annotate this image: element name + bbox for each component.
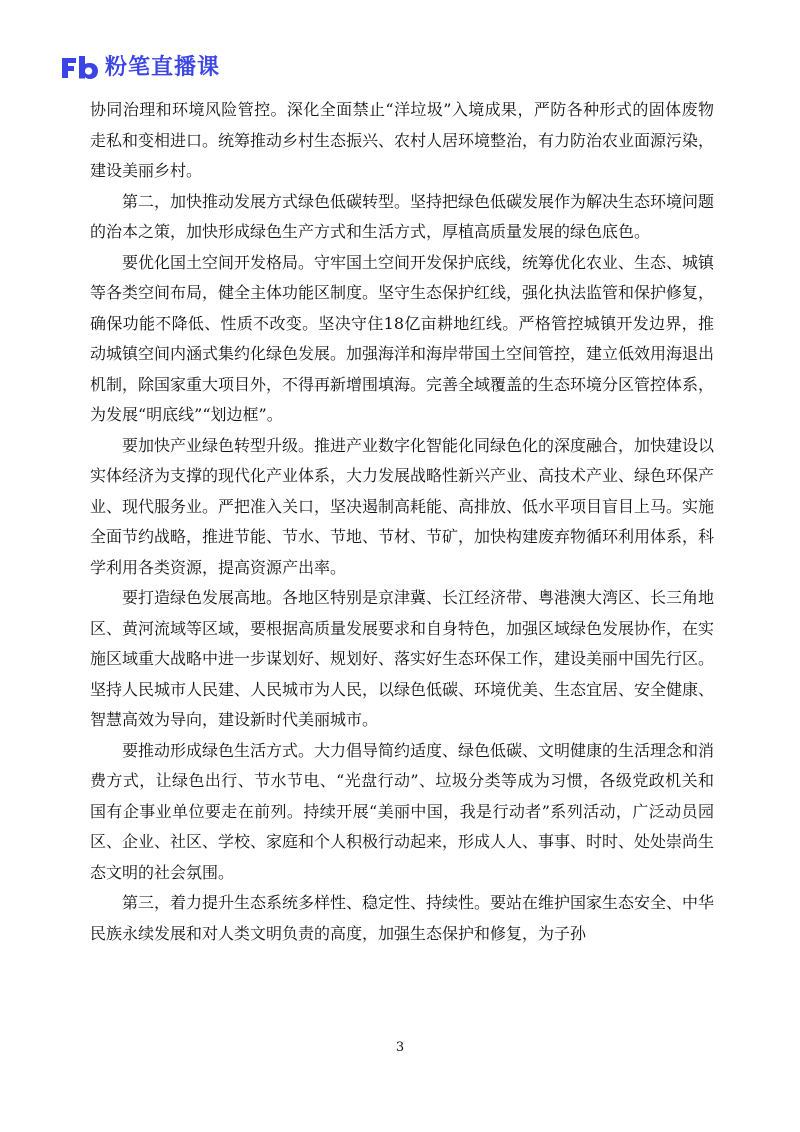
paragraph: 第二，加快推动发展方式绿色低碳转型。坚持把绿色低碳发展作为解决生态环境问题的治本之策，加快形成绿色生产方式和生活方式，厚植高质量发展的绿色底色。 xyxy=(90,191,715,241)
paragraph: 协同治理和环境风险管控。深化全面禁止“洋垃圾”入境成果，严防各种形式的固体废物走私和变相进口。统筹推动乡村生态振兴、农村人居环境整治，有力防治农业面源污染，建设美丽乡村。 xyxy=(90,100,715,180)
brand-header xyxy=(59,52,220,84)
paragraph: 要优化国土空间开发格局。守牢国土空间开发保护底线，统筹优化农业、生态、城镇等各类空间布局，健全主体功能区制度。坚守生态保护红线，强化执法监管和保护修复，确保功能不降低、性质不改变。坚决守住18亿亩耕地红线。严格管控城镇开发边界，推动城镇空间内涵式集约化绿色发展。加强海洋和海岸带国土空间管控，建立低效用海退出机制，除国家重大项目外，不得再新增围填海。完善全域覆盖的生态环境分区管控体系，为发展“明底线”“划边框”。 xyxy=(90,252,715,424)
paragraph: 要打造绿色发展高地。各地区特别是京津冀、长江经济带、粤港澳大湾区、长三角地区、黄河流域等区域，要根据高质量发展要求和自身特色，加强区域绿色发展协作，在实施区域重大战略中进一步谋划好、规划好、落实好生态环保工作，建设美丽中国先行区。坚持人民城市人民建、人民城市为人民，以绿色低碳、环境优美、生态宜居、安全健康、智慧高效为导向，建设新时代美丽城市。 xyxy=(90,588,715,729)
document-body xyxy=(90,95,714,949)
fenbi-logo-icon xyxy=(59,54,99,82)
paragraph: 要推动形成绿色生活方式。大力倡导简约适度、绿色低碳、文明健康的生活理念和消费方式，让绿色出行、节水节电、“光盘行动”、垃圾分类等成为习惯，各级党政机关和国有企事业单位要走在前列。持续开展“美丽中国，我是行动者”系列活动，广泛动员园区、企业、社区、学校、家庭和个人积极行动起来，形成人人、事事、时时、处处崇尚生态文明的社会氛围。 xyxy=(90,740,715,882)
paragraph: 要加快产业绿色转型升级。推进产业数字化智能化同绿色化的深度融合，加快建设以实体经济为支撑的现代化产业体系，大力发展战略性新兴产业、高技术产业、绿色环保产业、现代服务业。严把准入关口，坚决遏制高耗能、高排放、低水平项目盲目上马。实施全面节约战略，推进节能、节水、节地、节材、节矿，加快构建废弃物循环利用体系，科学利用各类资源，提高资源产出率。 xyxy=(90,435,715,577)
page-number: 3 xyxy=(395,1040,405,1055)
brand-name: 粉笔直播课 xyxy=(105,55,221,80)
paragraph: 第三，着力提升生态系统多样性、稳定性、持续性。要站在维护国家生态安全、中华民族永续发展和对人类文明负责的高度，加强生态保护和修复，为子孙 xyxy=(90,893,715,943)
